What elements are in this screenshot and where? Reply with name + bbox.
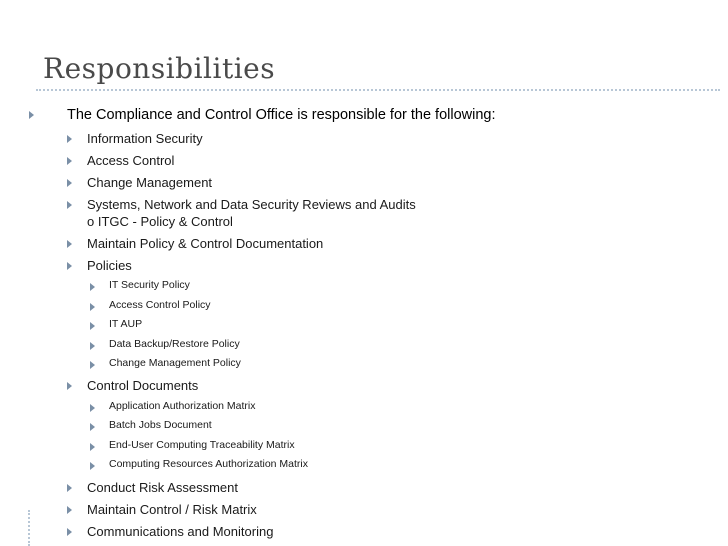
list-item: Maintain Policy & Control Documentation xyxy=(87,236,324,251)
triangle-bullet-icon xyxy=(67,240,72,248)
triangle-bullet-icon xyxy=(67,262,72,270)
triangle-bullet-icon xyxy=(67,157,72,165)
list-item: Change Management xyxy=(87,175,213,190)
title-divider xyxy=(36,89,720,91)
list-item: Conduct Risk Assessment xyxy=(87,480,239,495)
margin-marker xyxy=(28,510,40,546)
triangle-bullet-icon xyxy=(29,111,34,119)
triangle-bullet-icon xyxy=(90,423,95,431)
triangle-bullet-icon xyxy=(67,135,72,143)
triangle-bullet-icon xyxy=(90,404,95,412)
sub-list-item: IT AUP xyxy=(109,318,143,330)
sub-list-item: Data Backup/Restore Policy xyxy=(109,338,240,350)
list-item: Information Security xyxy=(87,131,203,146)
triangle-bullet-icon xyxy=(90,443,95,451)
list-item: Policies xyxy=(87,258,132,273)
sub-list-item: Computing Resources Authorization Matrix xyxy=(109,458,309,470)
triangle-bullet-icon xyxy=(67,382,72,390)
sub-list-item: Change Management Policy xyxy=(109,357,241,369)
triangle-bullet-icon xyxy=(67,506,72,514)
sub-list-item: End-User Computing Traceability Matrix xyxy=(109,439,295,451)
triangle-bullet-icon xyxy=(67,528,72,536)
triangle-bullet-icon xyxy=(90,283,95,291)
list-item: Maintain Control / Risk Matrix xyxy=(87,502,257,517)
triangle-bullet-icon xyxy=(90,462,95,470)
triangle-bullet-icon xyxy=(67,484,72,492)
list-item-subline: o ITGC - Policy & Control xyxy=(87,214,233,229)
sub-list-item: Access Control Policy xyxy=(109,299,211,311)
sub-list-item: Application Authorization Matrix xyxy=(109,400,256,412)
triangle-bullet-icon xyxy=(67,201,72,209)
list-item: Access Control xyxy=(87,153,175,168)
sub-list-item: Batch Jobs Document xyxy=(109,419,212,431)
triangle-bullet-icon xyxy=(90,303,95,311)
triangle-bullet-icon xyxy=(90,342,95,350)
list-item: Communications and Monitoring xyxy=(87,524,274,539)
triangle-bullet-icon xyxy=(90,361,95,369)
slide-title: Responsibilities xyxy=(43,52,276,85)
triangle-bullet-icon xyxy=(67,179,72,187)
list-item: Systems, Network and Data Security Reviews and Audits xyxy=(87,197,416,212)
intro-text: The Compliance and Control Office is responsible for the following: xyxy=(67,107,496,123)
triangle-bullet-icon xyxy=(90,322,95,330)
sub-list-item: IT Security Policy xyxy=(109,279,190,291)
list-item: Control Documents xyxy=(87,378,199,393)
